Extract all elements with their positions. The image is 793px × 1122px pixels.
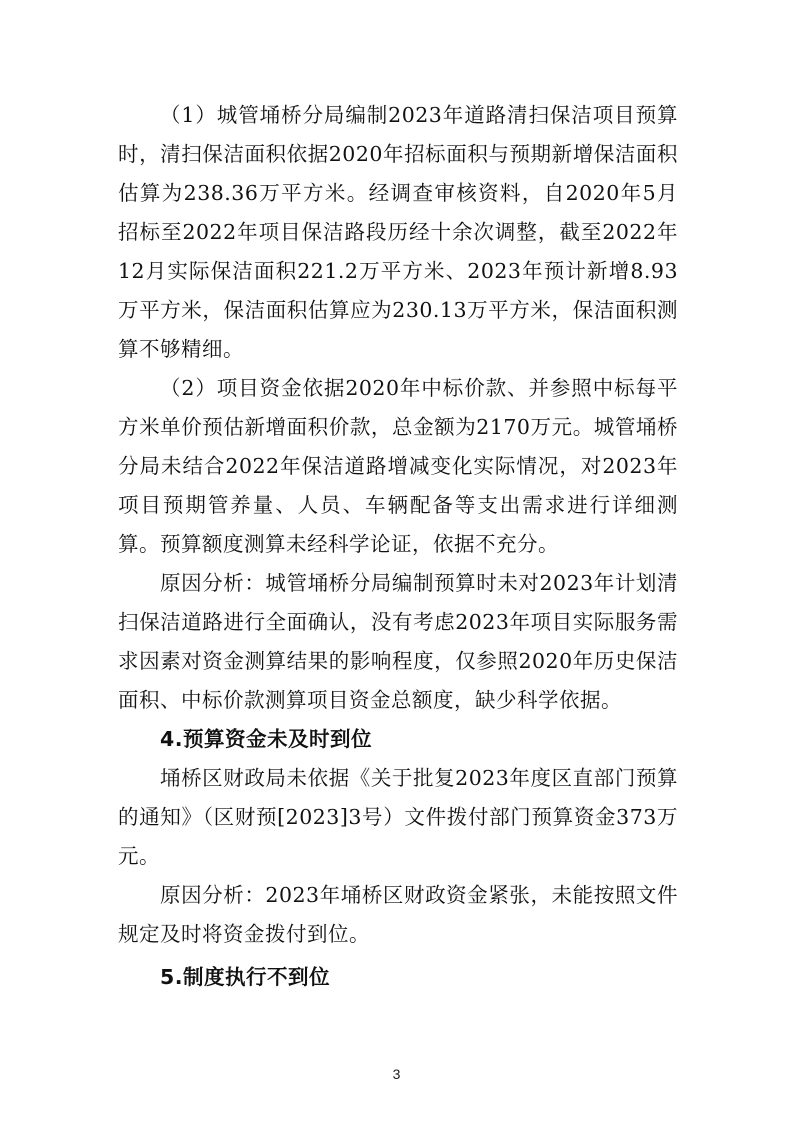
page-number: 3 [392,1066,401,1082]
paragraph-cleaning-area: （1）城管埇桥分局编制2023年道路清扫保洁项目预算时，清扫保洁面积依据2020年招标面积与预期新增保洁面积估算为238.36万平方米。经调查审核资料，自2020年5月招标至2022年项目保洁路段历经十余次调整，截至2022年12月实际保洁面积221.2万平方米、2023年预计新增8.93万平方米，保洁面积估算应为230.13万平方米，保洁面积测算不够精细。 [118,103,678,361]
paragraph-cause-analysis-1: 原因分析：城管埇桥分局编制预算时未对2023年计划清扫保洁道路进行全面确认，没有考虑2023年项目实际服务需求因素对资金测算结果的影响程度，仅参照2020年历史保洁面积、中标价款测算项目资金总额度，缺少科学依据。 [118,571,678,712]
paragraph-project-funds: （2）项目资金依据2020年中标价款、并参照中标每平方米单价预估新增面积价款，总金额为2170万元。城管埇桥分局未结合2022年保洁道路增减变化实际情况，对2023年项目预期管养量、人员、车辆配备等支出需求进行详细测算。预算额度测算未经科学论证，依据不充分。 [118,376,678,556]
paragraph-budget-funds: 埇桥区财政局未依据《关于批复2023年度区直部门预算的通知》（区财预[2023]3号）文件拨付部门预算资金373万元。 [118,766,678,868]
paragraph-cause-analysis-2: 原因分析：2023年埇桥区财政资金紧张，未能按照文件规定及时将资金拨付到位。 [118,883,678,946]
document-body [118,96,678,997]
section-heading-5: 5.制度执行不到位 [160,965,331,989]
section-heading-4: 4.预算资金未及时到位 [160,727,373,751]
